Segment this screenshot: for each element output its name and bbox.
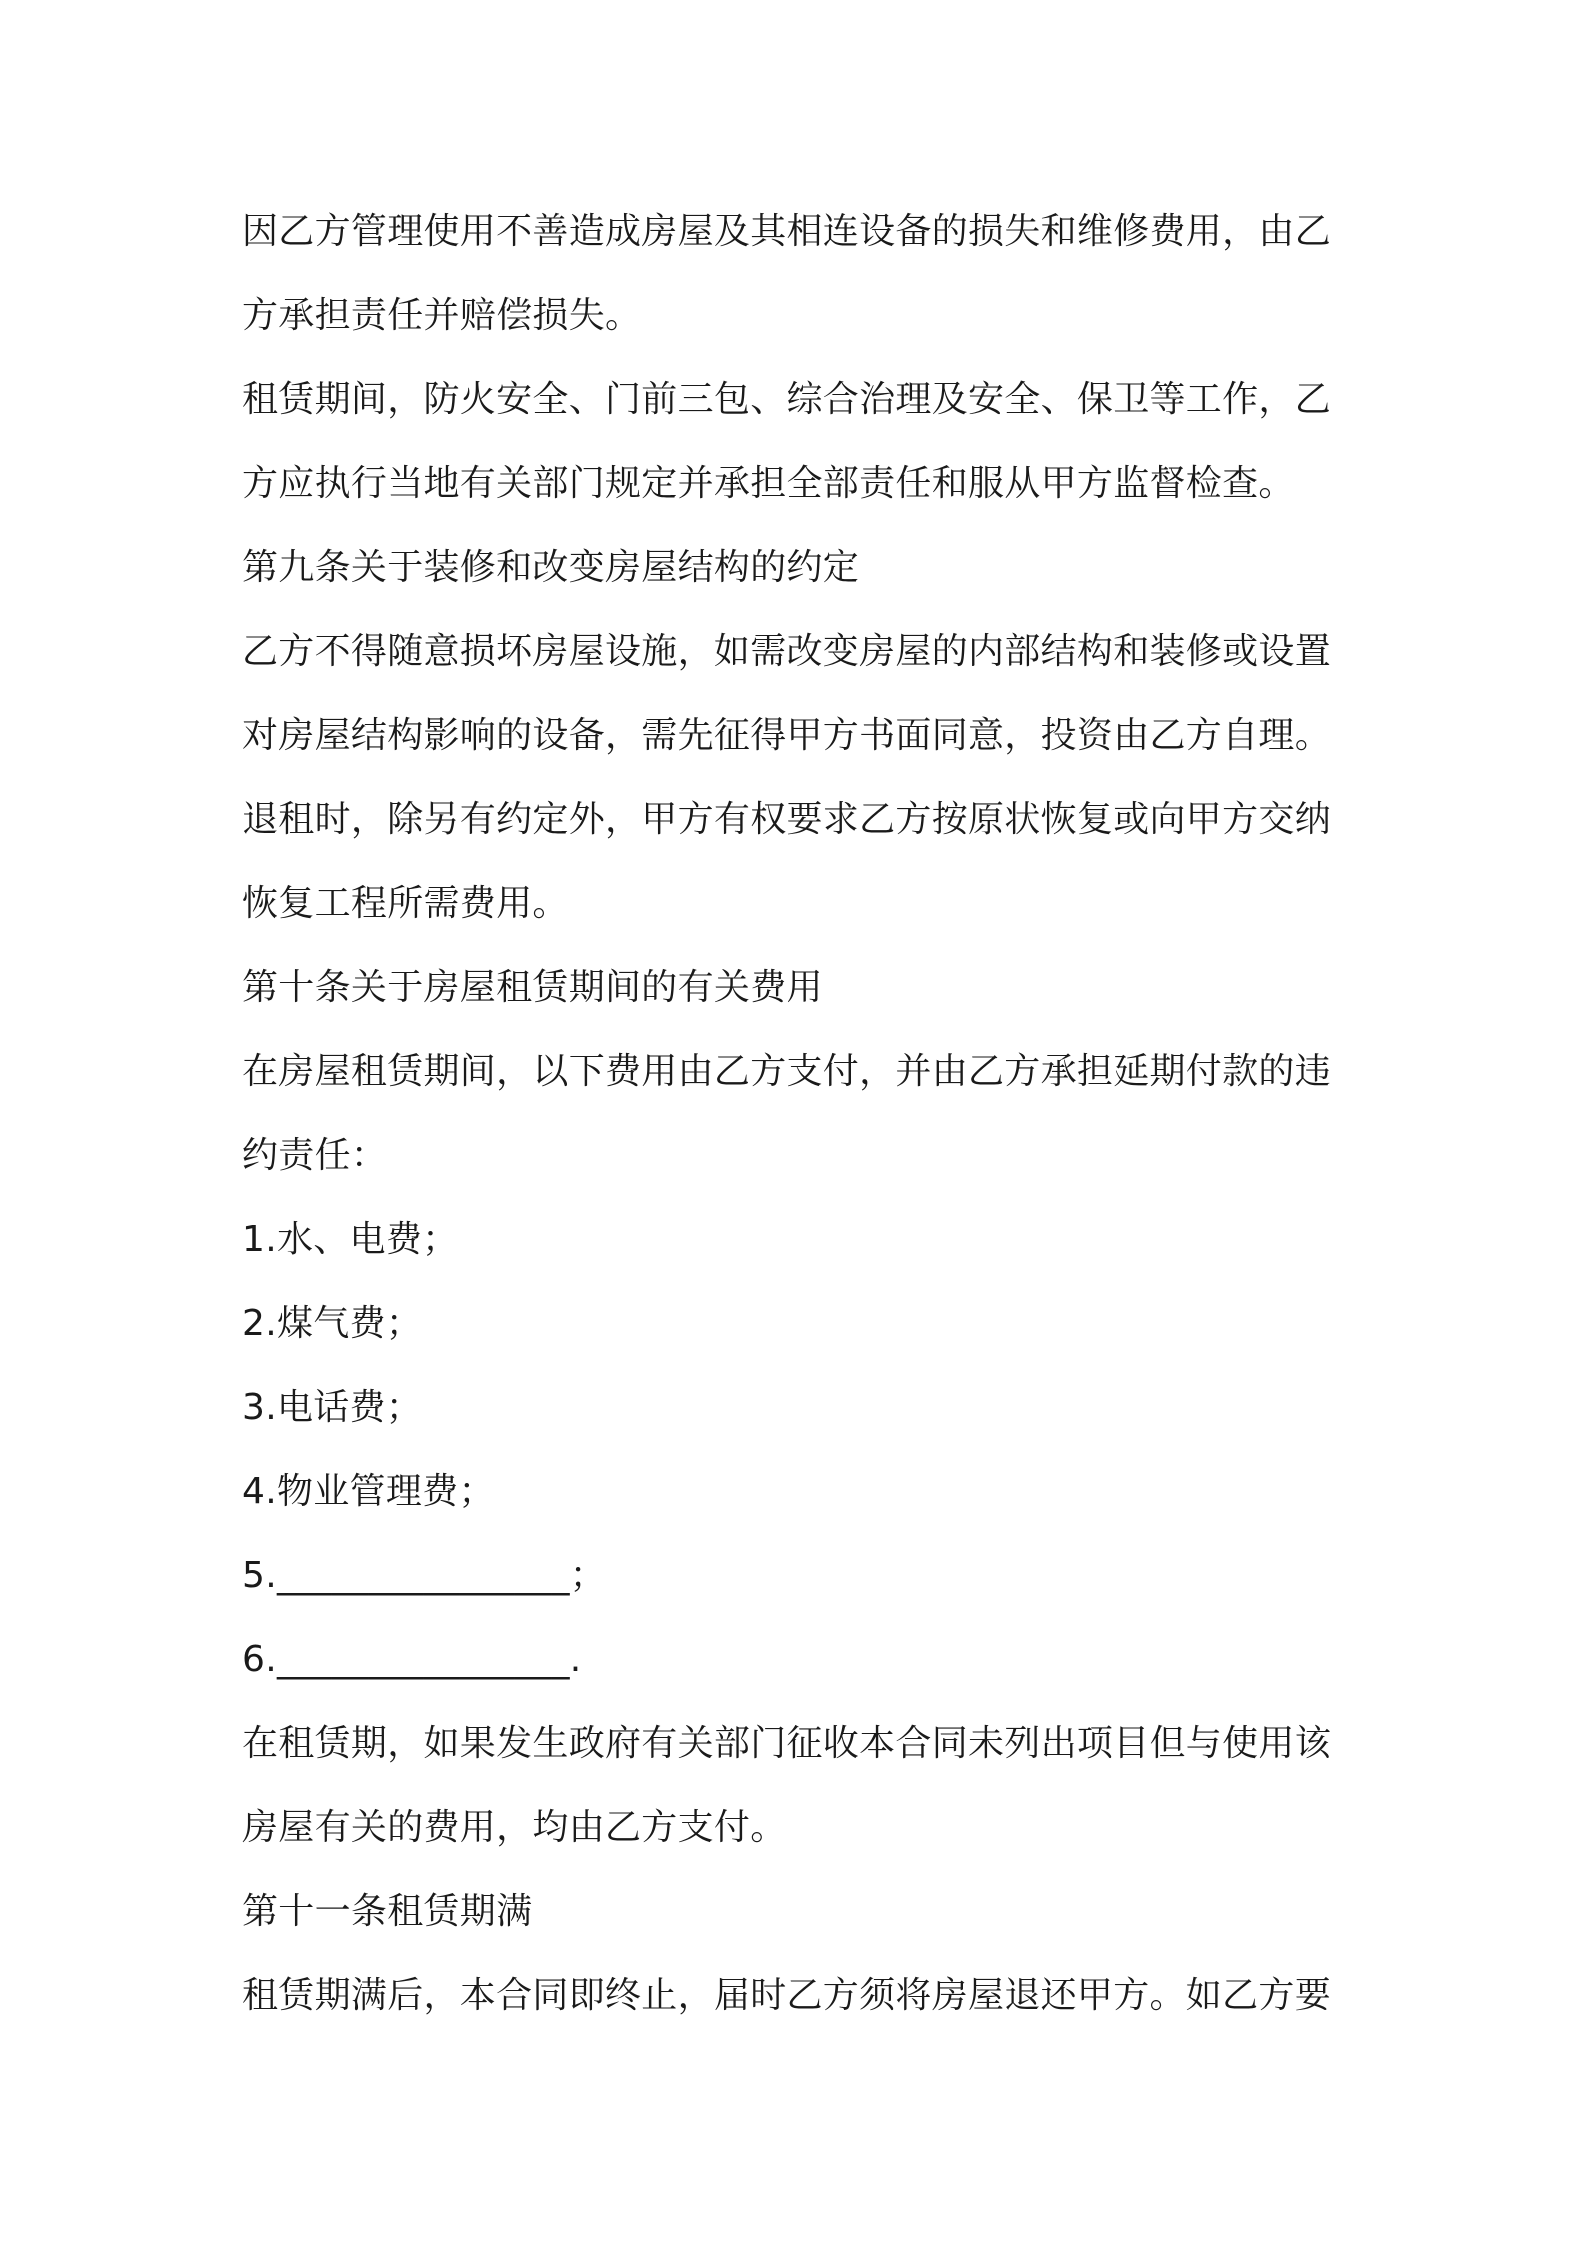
document-body <box>242 190 1372 2038</box>
text-line: 对房屋结构影响的设备，需先征得甲方书面同意，投资由乙方自理。 <box>242 715 1332 756</box>
text-line: 约责任： <box>242 1135 388 1176</box>
section-heading-article-9: 第九条关于装修和改变房屋结构的约定 <box>242 547 860 588</box>
text-line: 租赁期满后，本合同即终止，届时乙方须将房屋退还甲方。如乙方要 <box>242 1975 1332 2016</box>
list-item-blank: 6.________________. <box>242 1639 582 1680</box>
text-line: 因乙方管理使用不善造成房屋及其相连设备的损失和维修费用，由乙 <box>242 211 1332 252</box>
list-item: 4.物业管理费； <box>242 1471 495 1512</box>
text-line: 方承担责任并赔偿损失。 <box>242 295 642 336</box>
text-line: 在房屋租赁期间，以下费用由乙方支付，并由乙方承担延期付款的违 <box>242 1051 1332 1092</box>
text-line: 在租赁期，如果发生政府有关部门征收本合同未列出项目但与使用该 <box>242 1723 1332 1764</box>
list-item: 2.煤气费； <box>242 1303 423 1344</box>
text-line: 退租时，除另有约定外，甲方有权要求乙方按原状恢复或向甲方交纳 <box>242 799 1332 840</box>
text-line: 乙方不得随意损坏房屋设施，如需改变房屋的内部结构和装修或设置 <box>242 631 1332 672</box>
text-line: 方应执行当地有关部门规定并承担全部责任和服从甲方监督检查。 <box>242 463 1295 504</box>
list-item: 3.电话费； <box>242 1387 423 1428</box>
section-heading-article-10: 第十条关于房屋租赁期间的有关费用 <box>242 967 823 1008</box>
text-line: 恢复工程所需费用。 <box>242 883 569 924</box>
text-line: 房屋有关的费用，均由乙方支付。 <box>242 1807 787 1848</box>
text-line: 租赁期间，防火安全、门前三包、综合治理及安全、保卫等工作，乙 <box>242 379 1332 420</box>
section-heading-article-11: 第十一条租赁期满 <box>242 1891 533 1932</box>
list-item-blank: 5.________________； <box>242 1555 607 1596</box>
list-item: 1.水、电费； <box>242 1219 459 1260</box>
